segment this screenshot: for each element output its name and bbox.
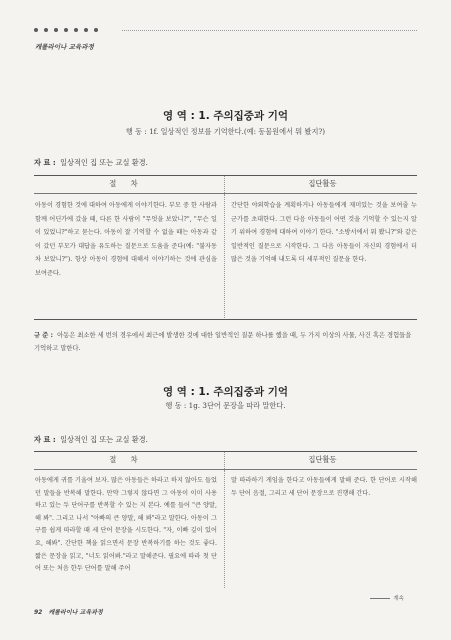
- section1-title: 영 역 : 1. 주의집중과 기억: [162, 110, 289, 122]
- section1-materials-text: 일상적인 집 또는 교실 환경.: [60, 158, 148, 167]
- section1-materials: [34, 158, 148, 168]
- section2-table-header: [34, 452, 417, 470]
- section1-behavior: 행 동 : 1f. 일상적인 정보를 기억한다.(예: 동물원에서 뭐 봤지?): [125, 127, 326, 136]
- section1-table: [34, 175, 417, 320]
- section1-group-text: 간단한 야외학습을 계획하거나 아동들에게 재미있는 것을 보여줄 누군가를 초대한다. 그런 다음 아동들이 어떤 것을 기억할 수 있는지 알기 위하여 경험에 대하여 이야기 한다. "소방서에서 뭐 봤니?"와 같은 일반적인 질문으로 시작한다. 그 다음 아동들이 자신의 경험에서 더 많은 것을 기억해 내도록 더 세부적인 질문을 한다.: [231, 202, 417, 264]
- section1-criterion-text: 아동은 최소한 세 번의 경우에서 최근에 발생한 것에 대한 일반적인 질문 하나를 했을 때, 두 가지 이상의 사물, 사건 혹은 경험들을 기억하고 말한다.: [34, 332, 412, 352]
- section1-col-procedure: 절 차: [109, 179, 144, 188]
- section1-criterion: [34, 330, 417, 355]
- continued-marker: [370, 594, 404, 602]
- section2-materials-text: 일상적인 집 또는 교실 환경.: [60, 435, 148, 444]
- section2-table-body: [34, 470, 417, 588]
- section2-col-procedure: 절 차: [109, 455, 144, 464]
- footer-series-title: 캐롤라이나 교육과정: [48, 609, 103, 616]
- section1-criterion-label: 규 준 :: [34, 332, 54, 339]
- section2-materials: [34, 435, 148, 445]
- section2-group-text: 말 따라하기 게임을 한다고 아동들에게 말해 준다. 한 단어로 시작해 두 단어 음절, 그리고 세 단어 문장으로 진행해 간다.: [231, 477, 417, 497]
- section1-table-body: [34, 194, 417, 320]
- header-series-title: 캐롤라이나 교육과정: [35, 43, 94, 51]
- page-footer: [34, 607, 103, 616]
- header-dotted-rule: [122, 30, 417, 31]
- section1-materials-label: 자 료 :: [34, 158, 56, 167]
- section2-title: 영 역 : 1. 주의집중과 기억: [162, 386, 289, 398]
- page-number: 92: [34, 609, 43, 616]
- header-dots: [34, 28, 98, 32]
- section2-col-group: 집단활동: [308, 455, 337, 464]
- section2-procedure-text: 아동에게 귀를 기울여 보자. 많은 아동들은 하라고 하지 않아도 들었던 말들을 반복해 말한다. 만약 그렇지 않다면 그 아동이 이미 사용하고 있는 두 단어구를 반복할 수 있는 지 본다. 예를 들어 "큰 양말, 해 봐". 그리고 나서 "아빠의 큰 양말, 해 봐"라고 말한다. 아동이 그 구를 쉽게 따라할 때 세 단어 문장을 시도한다. "자, 이빠 깊이 있어요, 해봐". 간단한 책을 읽으면서 문장 반복하기를 하는 것도 좋다. 짧은 문장을 읽고, "너도 읽어봐."라고 말해준다. 필요에 따라 첫 단어 또는 처음 한두 단어를 말해 주어: [35, 477, 217, 573]
- section2-behavior: 행 동 : 1g. 3단어 문장을 따라 말한다.: [165, 401, 286, 410]
- section2-materials-label: 자 료 :: [34, 435, 56, 444]
- section1-table-header: [34, 176, 417, 194]
- section1-col-group: 집단활동: [308, 179, 337, 188]
- section1-procedure-text: 아동이 경험한 것에 대하여 아동에게 이야기한다. 부모 중 한 사람과 함께 어딘가에 갔을 때, 다른 한 사람이 "무엇을 보았니?", "무슨 일이 있었니?"하고 묻는다. 아동이 잘 기억할 수 없을 때는 아동과 같이 갔던 부모가 대답을 유도하는 질문으로 도움을 준다(예: "불자동차 보았니?"). 항상 아동이 경험에 대해서 이야기하는 것에 관심을 보여준다.: [35, 202, 217, 277]
- section2-table: [34, 451, 417, 588]
- continued-text: 계속: [393, 596, 404, 602]
